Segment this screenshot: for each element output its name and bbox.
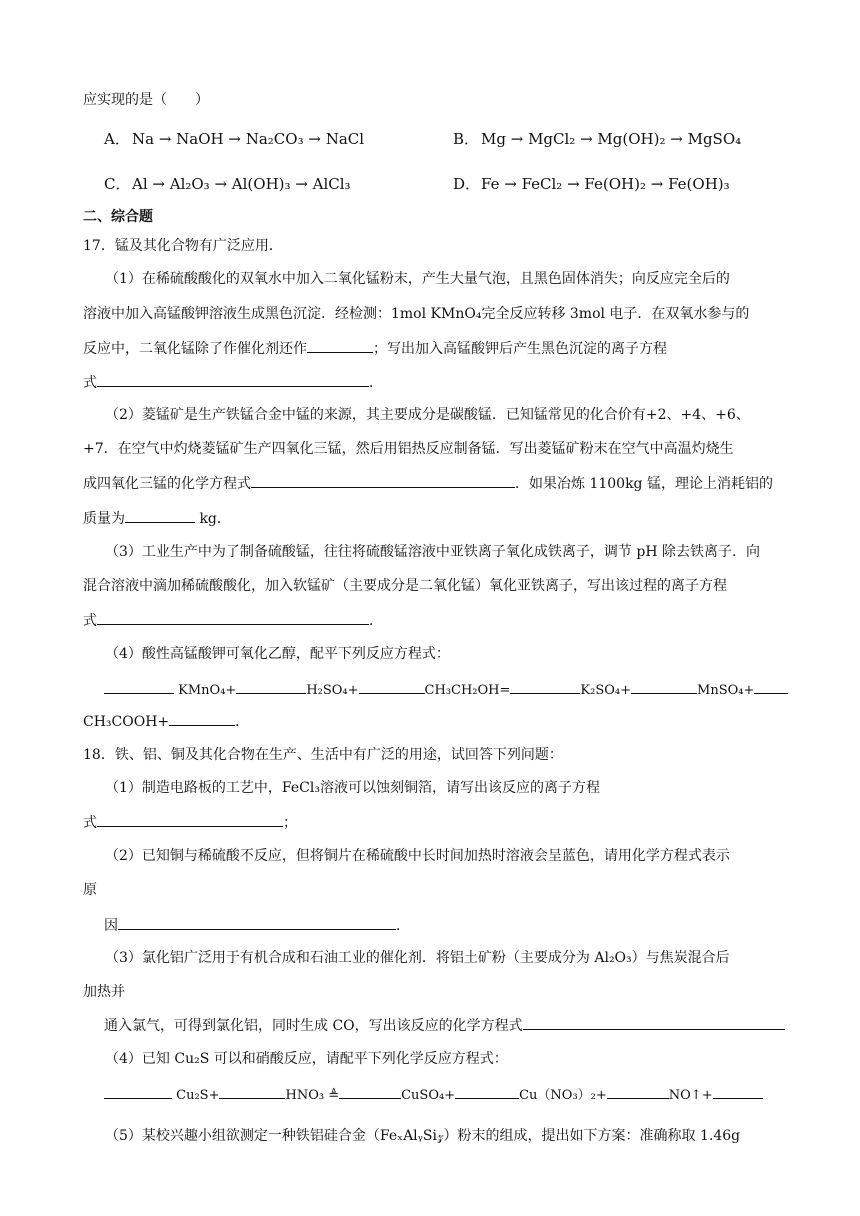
q18-p1-line1: （1）制造电路板的工艺中，FeCl₃溶液可以蚀刻铜箔，请写出该反应的离子方程: [105, 780, 600, 796]
coefficient-blank[interactable]: [104, 679, 174, 694]
q17-p2-line1: （2）菱锰矿是生产铁锰合金中锰的来源，其主要成分是碳酸锰．已知锰常见的化合价有+2、+4、+6、: [105, 407, 750, 423]
q18-stem: 18．铁、铝、铜及其化合物在生产、生活中有广泛的用途，试回答下列问题：: [83, 747, 563, 763]
q17-p2-line4: [83, 508, 231, 529]
q18-p5-line1: （5）某校兴趣小组欲测定一种铁铝硅合金（FeₓAlᵧSi𝓏）粉末的组成，提出如下方案：准确称取 1.46g: [105, 1128, 741, 1144]
option-key: B．: [453, 130, 480, 148]
option-text: Mg → MgCl₂ → Mg(OH)₂ → MgSO₄: [481, 130, 742, 148]
text: kg．: [195, 511, 231, 527]
coefficient-blank[interactable]: [713, 1084, 763, 1099]
coefficient-blank[interactable]: [359, 679, 425, 694]
eq-term: Cu₂S+: [176, 1088, 220, 1103]
coefficient-blank[interactable]: [104, 1084, 172, 1099]
text: ；写出加入高锰酸钾后产生黑色沉淀的离子方程: [373, 341, 667, 357]
text: 式: [83, 815, 97, 831]
eq-term: NO↑+: [668, 1088, 713, 1103]
q18-p4-line1: （4）已知 Cu₂S 可以和硝酸反应，请配平下列化学反应方程式：: [105, 1051, 508, 1067]
coefficient-blank[interactable]: [510, 679, 580, 694]
eq-term: Cu（NO₃）₂+: [519, 1088, 607, 1103]
q18-p3-line3: [104, 1015, 785, 1036]
answer-blank[interactable]: [118, 915, 396, 930]
q18-balance-equation: [104, 1084, 763, 1106]
eq-term: HNO₃ ≜: [285, 1088, 340, 1103]
option-text: Na → NaOH → Na₂CO₃ → NaCl: [132, 130, 365, 148]
q17-p3-line1: （3）工业生产中为了制备硫酸锰，往往将硫酸锰溶液中亚铁离子氧化成铁离子，调节 pH 除去铁离子．向: [105, 544, 760, 560]
option-c[interactable]: [104, 173, 351, 195]
text: 质量为: [83, 511, 125, 527]
q18-p2-line3: [104, 915, 410, 936]
answer-blank[interactable]: [523, 1015, 785, 1030]
q17-p2-line2: +7．在空气中灼烧菱锰矿生产四氧化三锰，然后用铝热反应制备锰．写出菱锰矿粉末在空气中高温灼烧生: [83, 441, 734, 457]
q17-p1-line3: [83, 338, 667, 359]
coefficient-blank[interactable]: [339, 1084, 401, 1099]
q18-p3-line2: 加热并: [83, 984, 125, 1000]
eq-term: MnSO₄+: [697, 683, 755, 698]
section-title: 二、综合题: [83, 209, 153, 225]
q17-p3-line3: [83, 610, 383, 631]
coefficient-blank[interactable]: [607, 1084, 669, 1099]
text: ．: [235, 714, 250, 730]
answer-blank[interactable]: [97, 610, 369, 625]
option-d[interactable]: [453, 173, 730, 195]
coefficient-blank[interactable]: [455, 1084, 519, 1099]
text: 因: [104, 918, 118, 934]
q17-p1-line4: [83, 372, 383, 393]
option-text: Fe → FeCl₂ → Fe(OH)₂ → Fe(OH)₃: [481, 175, 730, 193]
text: 成四氧化三锰的化学方程式: [83, 476, 251, 492]
coefficient-blank[interactable]: [219, 1084, 285, 1099]
text: 式: [83, 375, 97, 391]
coefficient-blank[interactable]: [754, 679, 788, 694]
q17-p3-line2: 混合溶液中滴加稀硫酸酸化，加入软锰矿（主要成分是二氧化锰）氧化亚铁离子，写出该过程的离子方程: [83, 578, 727, 594]
answer-blank[interactable]: [97, 812, 283, 827]
eq-term: H₂SO₄+: [306, 683, 359, 698]
option-key: D．: [453, 175, 481, 193]
option-a[interactable]: [104, 128, 364, 150]
answer-blank[interactable]: [307, 338, 373, 353]
q17-stem: 17．锰及其化合物有广泛应用．: [83, 238, 283, 254]
q18-p1-line2: [83, 812, 297, 833]
q17-p2-line3: [83, 473, 773, 494]
eq-term: CH₃COOH+: [83, 714, 170, 730]
q17-p1-line2: 溶液中加入高锰酸钾溶液生成黑色沉淀．经检测：1mol KMnO₄完全反应转移 3mol 电子．在双氧水参与的: [83, 306, 750, 322]
answer-blank[interactable]: [97, 372, 369, 387]
q18-p2-line2: 原: [83, 882, 97, 898]
option-key: A．: [104, 130, 130, 148]
text: ．如果冶炼 1100kg 锰，理论上消耗铝的: [515, 476, 773, 492]
text: 通入氯气，可得到氯化铝，同时生成 CO，写出该反应的化学方程式: [104, 1018, 523, 1034]
text: 反应中，二氧化锰除了作催化剂还作: [83, 341, 307, 357]
q17-balance-equation: [104, 679, 788, 701]
option-text: Al → Al₂O₃ → Al(OH)₃ → AlCl₃: [132, 175, 351, 193]
text: 式: [83, 613, 97, 629]
text: ．: [396, 918, 410, 934]
answer-blank[interactable]: [125, 508, 195, 523]
q17-balance-equation-tail: [83, 711, 249, 732]
q18-p2-line1: （2）已知铜与稀硫酸不反应，但将铜片在稀硫酸中长时间加热时溶液会呈蓝色，请用化学方程式表示: [105, 848, 730, 864]
eq-term: KMnO₄+: [178, 683, 237, 698]
q17-p4-line1: （4）酸性高锰酸钾可氧化乙醇，配平下列反应方程式：: [105, 646, 450, 662]
eq-term: CuSO₄+: [401, 1088, 456, 1103]
eq-term: K₂SO₄+: [580, 683, 632, 698]
coefficient-blank[interactable]: [236, 679, 306, 694]
q18-p3-line1: （3）氯化铝广泛用于有机合成和石油工业的催化剂．将铝土矿粉（主要成分为 Al₂O₃）与焦炭混合后: [105, 950, 730, 966]
coefficient-blank[interactable]: [631, 679, 697, 694]
coefficient-blank[interactable]: [169, 711, 235, 726]
question-tail: 应实现的是（ ）: [83, 92, 209, 108]
text: ．: [369, 375, 383, 391]
option-key: C．: [104, 175, 131, 193]
text: ；: [283, 815, 297, 831]
q17-p1-line1: （1）在稀硫酸酸化的双氧水中加入二氧化锰粉末，产生大量气泡，且黑色固体消失；向反应完全后的: [105, 271, 730, 287]
answer-blank[interactable]: [251, 473, 515, 488]
eq-term: CH₃CH₂OH=: [424, 683, 511, 698]
option-b[interactable]: [453, 128, 741, 150]
text: ．: [369, 613, 383, 629]
